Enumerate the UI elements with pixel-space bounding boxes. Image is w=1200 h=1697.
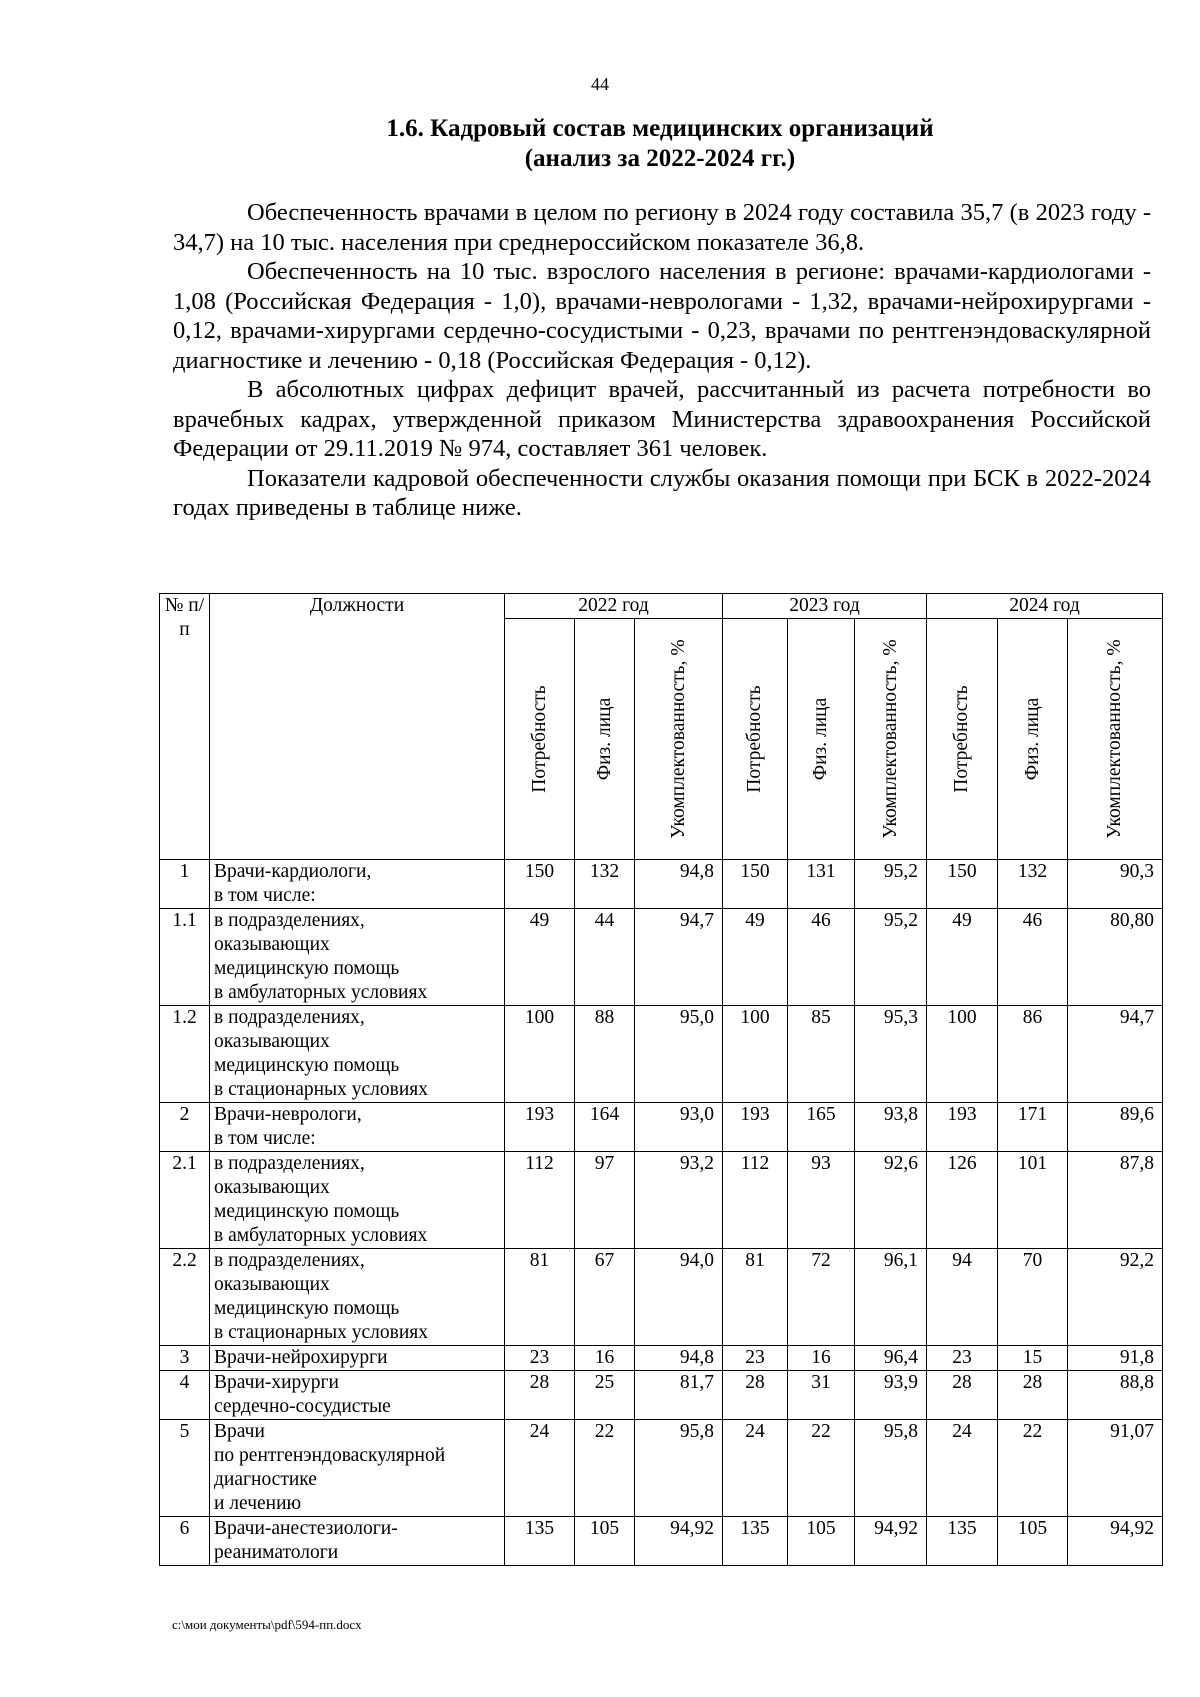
row-number: 4 xyxy=(160,1371,210,1420)
cell-persons: 70 xyxy=(998,1249,1068,1346)
cell-staffing: 93,2 xyxy=(635,1152,723,1249)
cell-persons: 25 xyxy=(575,1371,635,1420)
cell-persons: 44 xyxy=(575,909,635,1006)
table-row xyxy=(160,860,1163,909)
cell-persons: 85 xyxy=(788,1006,855,1103)
row-number: 5 xyxy=(160,1420,210,1517)
paragraph: Показатели кадровой обеспеченности службы оказания помощи при БСК в 2022-2024 годах приведены в таблице ниже. xyxy=(173,464,1151,521)
header-year-2024: 2024 год xyxy=(927,594,1163,619)
cell-need: 23 xyxy=(723,1346,788,1371)
cell-staffing: 94,8 xyxy=(635,1346,723,1371)
cell-staffing: 91,8 xyxy=(1068,1346,1163,1371)
header-persons: Физ. лица xyxy=(788,619,855,860)
cell-staffing: 94,92 xyxy=(635,1517,723,1566)
cell-persons: 86 xyxy=(998,1006,1068,1103)
cell-persons: 93 xyxy=(788,1152,855,1249)
cell-staffing: 94,8 xyxy=(635,860,723,909)
cell-persons: 88 xyxy=(575,1006,635,1103)
cell-staffing: 94,7 xyxy=(1068,1006,1163,1103)
cell-need: 193 xyxy=(505,1103,575,1152)
row-number: 1.2 xyxy=(160,1006,210,1103)
paragraph: Обеспеченность на 10 тыс. взрослого населения в регионе: врачами-кардиологами - 1,08 (Российская Федерация - 1,0), врачами-неврологами - 1,32, врачами-нейрохирургами - 0,12, врачами-хирургами сердечно-сосудистыми - 0,23, врачами по рентгенэндоваскулярной диагностике и лечению - 0,18 (Российская Федерация - 0,12). xyxy=(173,258,1151,374)
cell-staffing: 81,7 xyxy=(635,1371,723,1420)
cell-staffing: 87,8 xyxy=(1068,1152,1163,1249)
cell-staffing: 95,3 xyxy=(855,1006,927,1103)
cell-staffing: 88,8 xyxy=(1068,1371,1163,1420)
cell-need: 28 xyxy=(927,1371,998,1420)
cell-need: 24 xyxy=(723,1420,788,1517)
cell-need: 49 xyxy=(723,909,788,1006)
row-number: 2 xyxy=(160,1103,210,1152)
row-position: Врачи по рентгенэндоваскулярной диагностике и лечению xyxy=(210,1420,505,1517)
header-staffing: Укомплектованность, % xyxy=(635,619,723,860)
cell-need: 100 xyxy=(505,1006,575,1103)
row-number: 3 xyxy=(160,1346,210,1371)
cell-persons: 101 xyxy=(998,1152,1068,1249)
cell-staffing: 93,9 xyxy=(855,1371,927,1420)
row-number: 6 xyxy=(160,1517,210,1566)
cell-persons: 105 xyxy=(575,1517,635,1566)
cell-need: 135 xyxy=(505,1517,575,1566)
table-row xyxy=(160,1517,1163,1566)
row-position: Врачи-анестезиологи- реаниматологи xyxy=(210,1517,505,1566)
cell-need: 23 xyxy=(505,1346,575,1371)
cell-staffing: 95,8 xyxy=(855,1420,927,1517)
body-text xyxy=(173,198,1151,523)
header-position: Должности xyxy=(210,594,505,860)
heading-line-2: (анализ за 2022-2024 гг.) xyxy=(524,145,796,172)
cell-persons: 46 xyxy=(998,909,1068,1006)
cell-staffing: 94,0 xyxy=(635,1249,723,1346)
header-persons: Физ. лица xyxy=(998,619,1068,860)
cell-persons: 132 xyxy=(998,860,1068,909)
row-position: в подразделениях, оказывающих медицинскую помощь в стационарных условиях xyxy=(210,1006,505,1103)
cell-need: 193 xyxy=(723,1103,788,1152)
cell-staffing: 94,92 xyxy=(855,1517,927,1566)
cell-persons: 72 xyxy=(788,1249,855,1346)
cell-staffing: 94,7 xyxy=(635,909,723,1006)
cell-need: 126 xyxy=(927,1152,998,1249)
cell-persons: 105 xyxy=(788,1517,855,1566)
cell-staffing: 93,8 xyxy=(855,1103,927,1152)
cell-staffing: 94,92 xyxy=(1068,1517,1163,1566)
cell-need: 112 xyxy=(723,1152,788,1249)
row-number: 1 xyxy=(160,860,210,909)
cell-persons: 31 xyxy=(788,1371,855,1420)
cell-persons: 164 xyxy=(575,1103,635,1152)
header-staffing: Укомплектованность, % xyxy=(1068,619,1163,860)
row-position: в подразделениях, оказывающих медицинскую помощь в стационарных условиях xyxy=(210,1249,505,1346)
table-row xyxy=(160,1006,1163,1103)
row-position: Врачи-хирурги сердечно-сосудистые xyxy=(210,1371,505,1420)
cell-need: 100 xyxy=(927,1006,998,1103)
cell-need: 24 xyxy=(505,1420,575,1517)
cell-staffing: 80,80 xyxy=(1068,909,1163,1006)
table-row xyxy=(160,1371,1163,1420)
table-header-row xyxy=(160,594,1163,619)
cell-persons: 22 xyxy=(998,1420,1068,1517)
page-number: 44 xyxy=(591,74,609,94)
section-heading xyxy=(160,114,1160,174)
paragraph: В абсолютных цифрах дефицит врачей, рассчитанный из расчета потребности во врачебных кадрах, утвержденной приказом Министерства здравоохранения Российской Федерации от 29.11.2019 № 974, составляет 361 человек. xyxy=(173,376,1151,462)
row-position: в подразделениях, оказывающих медицинскую помощь в амбулаторных условиях xyxy=(210,1152,505,1249)
cell-staffing: 95,2 xyxy=(855,860,927,909)
cell-need: 150 xyxy=(723,860,788,909)
table-row xyxy=(160,1103,1163,1152)
cell-staffing: 92,2 xyxy=(1068,1249,1163,1346)
header-year-2022: 2022 год xyxy=(505,594,723,619)
header-year-2023: 2023 год xyxy=(723,594,927,619)
heading-line-1: 1.6. Кадровый состав медицинских организаций xyxy=(386,115,934,142)
cell-need: 193 xyxy=(927,1103,998,1152)
row-position: Врачи-кардиологи, в том числе: xyxy=(210,860,505,909)
cell-staffing: 95,2 xyxy=(855,909,927,1006)
cell-persons: 132 xyxy=(575,860,635,909)
header-need: Потребность xyxy=(927,619,998,860)
cell-need: 135 xyxy=(927,1517,998,1566)
cell-need: 100 xyxy=(723,1006,788,1103)
header-num: № п/п xyxy=(160,594,210,860)
header-need: Потребность xyxy=(723,619,788,860)
header-persons: Физ. лица xyxy=(575,619,635,860)
table-row xyxy=(160,1420,1163,1517)
row-number: 2.2 xyxy=(160,1249,210,1346)
table-row xyxy=(160,1152,1163,1249)
row-number: 2.1 xyxy=(160,1152,210,1249)
cell-need: 94 xyxy=(927,1249,998,1346)
cell-staffing: 96,4 xyxy=(855,1346,927,1371)
table-body xyxy=(160,860,1163,1566)
cell-need: 23 xyxy=(927,1346,998,1371)
paragraph: Обеспеченность врачами в целом по региону в 2024 году составила 35,7 (в 2023 году - 34,7) на 10 тыс. населения при среднероссийском показателе 36,8. xyxy=(173,199,1151,256)
cell-need: 24 xyxy=(927,1420,998,1517)
cell-persons: 46 xyxy=(788,909,855,1006)
cell-staffing: 93,0 xyxy=(635,1103,723,1152)
cell-persons: 28 xyxy=(998,1371,1068,1420)
staffing-table xyxy=(159,593,1163,1566)
cell-persons: 165 xyxy=(788,1103,855,1152)
cell-need: 81 xyxy=(505,1249,575,1346)
header-staffing: Укомплектованность, % xyxy=(855,619,927,860)
cell-persons: 105 xyxy=(998,1517,1068,1566)
table-row xyxy=(160,1346,1163,1371)
file-path-footer: c:\мои документы\pdf\594-пп.docx xyxy=(172,1617,362,1632)
row-position: в подразделениях, оказывающих медицинскую помощь в амбулаторных условиях xyxy=(210,909,505,1006)
cell-staffing: 92,6 xyxy=(855,1152,927,1249)
cell-persons: 22 xyxy=(575,1420,635,1517)
cell-need: 49 xyxy=(505,909,575,1006)
cell-staffing: 90,3 xyxy=(1068,860,1163,909)
table-row xyxy=(160,1249,1163,1346)
row-number: 1.1 xyxy=(160,909,210,1006)
cell-staffing: 95,0 xyxy=(635,1006,723,1103)
header-need: Потребность xyxy=(505,619,575,860)
cell-persons: 171 xyxy=(998,1103,1068,1152)
cell-staffing: 95,8 xyxy=(635,1420,723,1517)
cell-need: 150 xyxy=(505,860,575,909)
cell-persons: 97 xyxy=(575,1152,635,1249)
table-row xyxy=(160,909,1163,1006)
cell-staffing: 96,1 xyxy=(855,1249,927,1346)
cell-persons: 15 xyxy=(998,1346,1068,1371)
cell-need: 28 xyxy=(505,1371,575,1420)
cell-need: 150 xyxy=(927,860,998,909)
cell-staffing: 89,6 xyxy=(1068,1103,1163,1152)
cell-need: 112 xyxy=(505,1152,575,1249)
cell-staffing: 91,07 xyxy=(1068,1420,1163,1517)
cell-persons: 22 xyxy=(788,1420,855,1517)
row-position: Врачи-нейрохирурги xyxy=(210,1346,505,1371)
cell-persons: 131 xyxy=(788,860,855,909)
cell-need: 135 xyxy=(723,1517,788,1566)
cell-need: 81 xyxy=(723,1249,788,1346)
cell-persons: 67 xyxy=(575,1249,635,1346)
cell-need: 28 xyxy=(723,1371,788,1420)
row-position: Врачи-неврологи, в том числе: xyxy=(210,1103,505,1152)
cell-need: 49 xyxy=(927,909,998,1006)
cell-persons: 16 xyxy=(575,1346,635,1371)
cell-persons: 16 xyxy=(788,1346,855,1371)
